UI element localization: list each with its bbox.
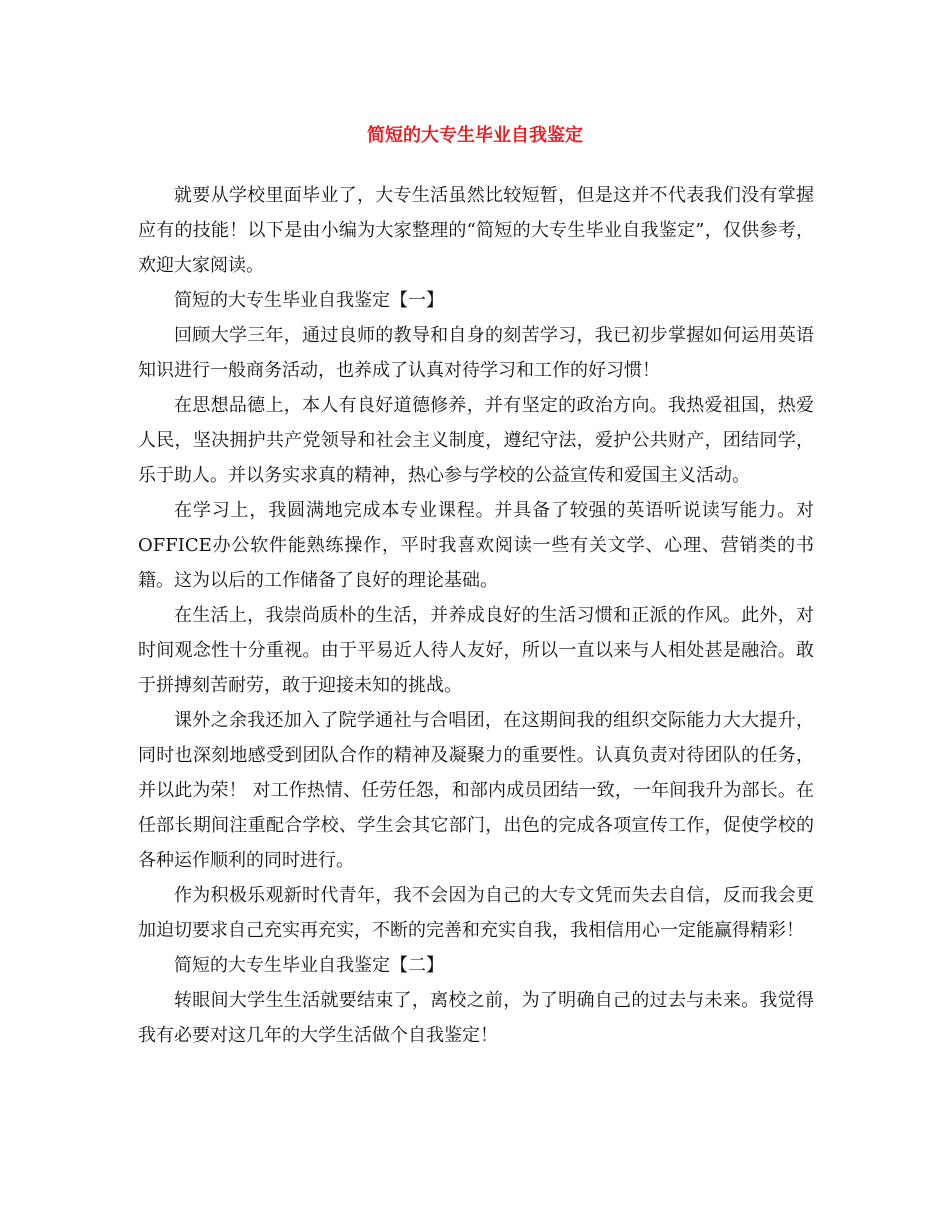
body-paragraph: 转眼间大学生生活就要结束了，离校之前，为了明确自己的过去与未来。我觉得我有必要对这几年的大学生活做个自我鉴定！	[138, 990, 814, 1046]
document-title: 简短的大专生毕业自我鉴定	[367, 125, 583, 146]
body-paragraph: 课外之余我还加入了院学通社与合唱团，在这期间我的组织交际能力大大提升，同时也深刻地感受到团队合作的精神及凝聚力的重要性。认真负责对待团队的任务，并以此为荣！ 对工作热情、任劳任怨，和部内成员团结一致，一年间我升为部长。在任部长期间注重配合学校、学生会其它部门，出色的完成各项宣传工作，促使学校的各种运作顺利的同时进行。	[138, 710, 814, 871]
body-paragraph: 回顾大学三年，通过良师的教导和自身的刻苦学习，我已初步掌握如何运用英语知识进行一般商务活动，也养成了认真对待学习和工作的好习惯！	[138, 325, 814, 381]
section-heading-one: 简短的大专生毕业自我鉴定【一】	[174, 290, 444, 311]
section-heading-two: 简短的大专生毕业自我鉴定【二】	[174, 955, 444, 976]
intro-paragraph: 就要从学校里面毕业了，大专生活虽然比较短暂，但是这并不代表我们没有掌握应有的技能！以下是由小编为大家整理的“简短的大专生毕业自我鉴定”，仅供参考，欢迎大家阅读。	[138, 185, 814, 276]
body-paragraph: 作为积极乐观新时代青年，我不会因为自己的大专文凭而失去自信，反而我会更加迫切要求自己充实再充实，不断的完善和充实自我，我相信用心一定能赢得精彩！	[138, 885, 814, 941]
body-paragraph: 在思想品德上，本人有良好道德修养，并有坚定的政治方向。我热爱祖国，热爱人民，坚决拥护共产党领导和社会主义制度，遵纪守法，爱护公共财产，团结同学，乐于助人。并以务实求真的精神，热心参与学校的公益宣传和爱国主义活动。	[138, 395, 814, 486]
body-paragraph: 在学习上，我圆满地完成本专业课程。并具备了较强的英语听说读写能力。对OFFICE办公软件能熟练操作，平时我喜欢阅读一些有关文学、心理、营销类的书籍。这为以后的工作储备了良好的理论基础。	[138, 500, 814, 591]
body-paragraph: 在生活上，我崇尚质朴的生活，并养成良好的生活习惯和正派的作风。此外，对时间观念性十分重视。由于平易近人待人友好，所以一直以来与人相处甚是融洽。敢于拼搏刻苦耐劳，敢于迎接未知的挑战。	[138, 605, 814, 696]
document-body	[138, 178, 814, 1053]
